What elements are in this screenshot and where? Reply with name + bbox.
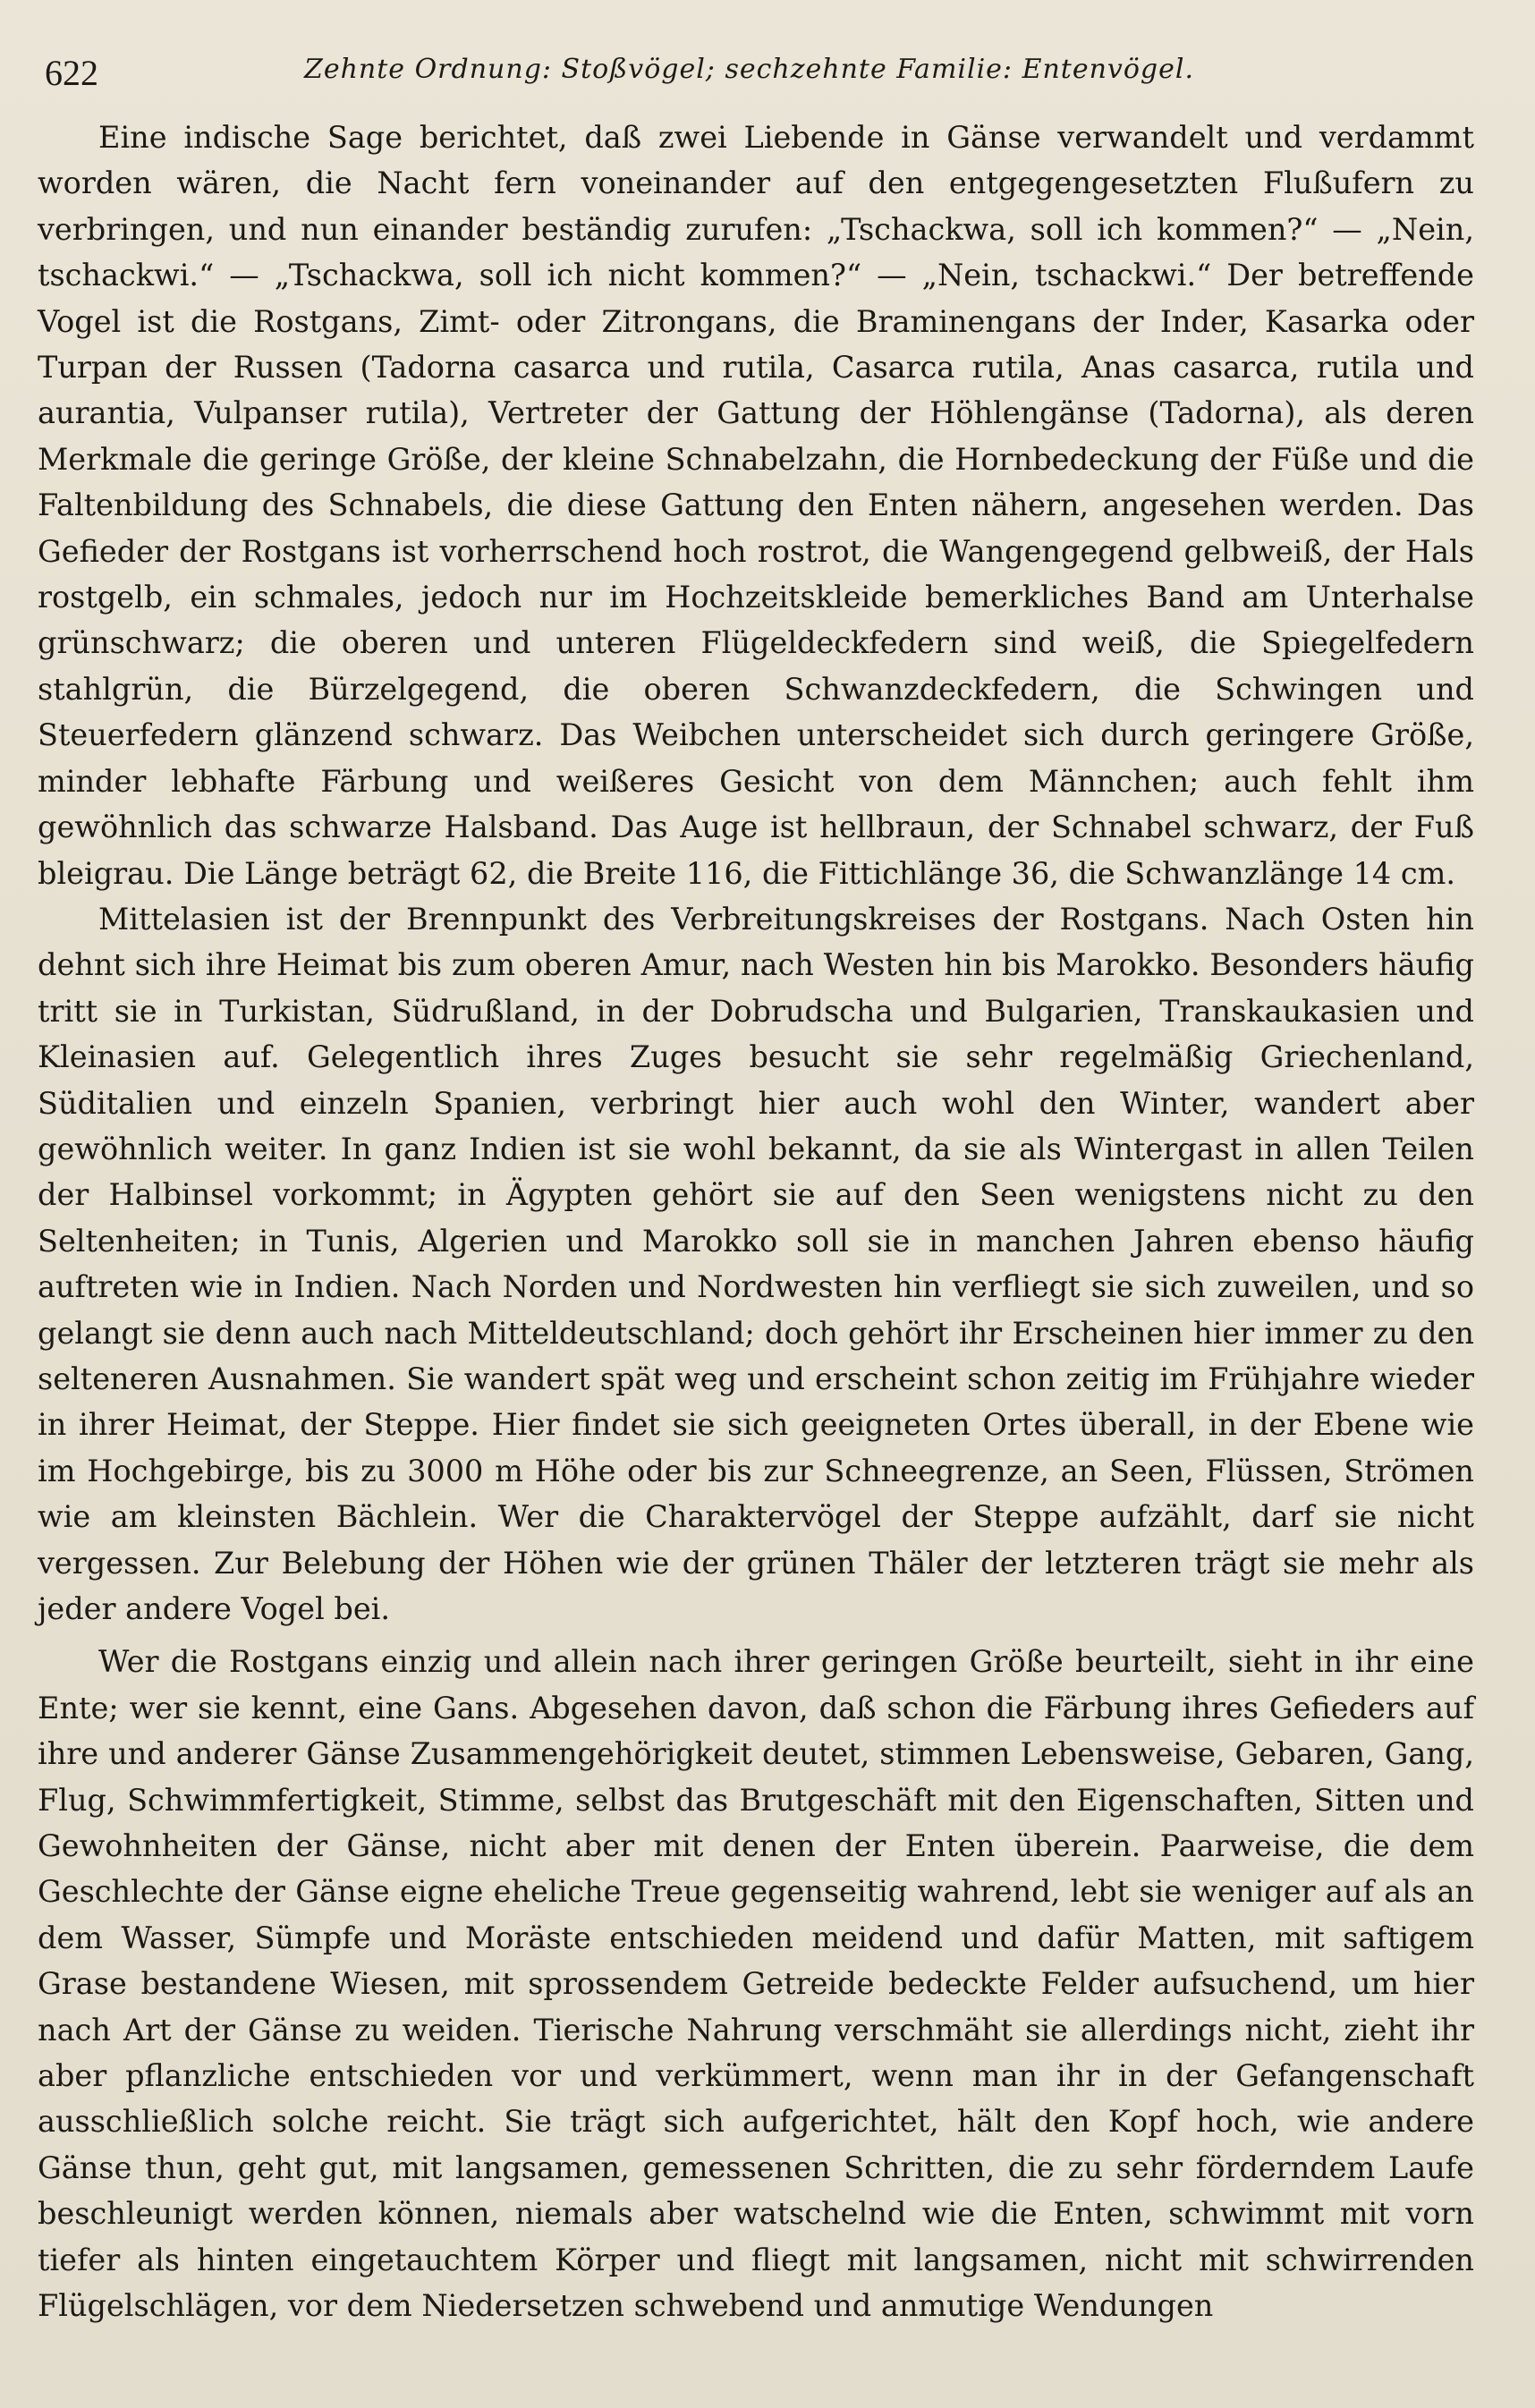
paragraph-2: Mittelasien ist der Brennpunkt des Verbreitungskreises der Rostgans. Nach Osten hin dehnt sich ihre Heimat bis zum oberen Amur, nach Westen hin bis Marokko. Besonders häufig tritt sie in Turkistan, Südrußland, in der Dobrudscha und Bulgarien, Transkaukasien und Kleinasien auf. Gelegentlich ihres Zuges besucht sie sehr regelmäßig Griechenland, Süditalien und einzeln Spanien, verbringt hier auch wohl den Winter, wandert aber gewöhnlich weiter. In ganz Indien ist sie wohl bekannt, da sie als Wintergast in allen Teilen der Halbinsel vorkommt; in Ägypten gehört sie auf den Seen wenigstens nicht zu den Seltenheiten; in Tunis, Algerien und Marokko soll sie in manchen Jahren ebenso häufig auftreten wie in Indien. Nach Norden und Nordwesten hin verfliegt sie sich zuweilen, und so gelangt sie denn auch nach Mitteldeutschland; doch gehört ihr Erscheinen hier immer zu den selteneren Ausnahmen. Sie wandert spät weg und erscheint schon zeitig im Frühjahre wieder in ihrer Heimat, der Steppe. Hier findet sie sich geeigneten Ortes überall, in der Ebene wie im Hochgebirge, bis zu 3000 m Höhe oder bis zur Schneegrenze, an Seen, Flüssen, Strömen wie am kleinsten Bächlein. Wer die Charaktervögel der Steppe aufzählt, darf sie nicht vergessen. Zur Belebung der Höhen wie der grünen Thäler der letzteren trägt sie mehr als jeder andere Vogel bei. [38, 901, 1474, 1626]
running-head: Zehnte Ordnung: Stoßvögel; sechzehnte Familie: Entenvögel. [304, 54, 1195, 85]
body-text [38, 114, 1474, 2329]
paragraph-1: Eine indische Sage berichtet, daß zwei Liebende in Gänse verwandelt und verdammt worden wären, die Nacht fern voneinander auf den entgegengesetzten Flußufern zu verbringen, und nun einander beständig zurufen: „Tschackwa, soll ich kommen?“ — „Nein, tschackwi.“ — „Tschackwa, soll ich nicht kommen?“ — „Nein, tschackwi.“ Der betreffende Vogel ist die Rostgans, Zimt- oder Zitrongans, die Braminengans der Inder, Kasarka oder Turpan der Russen (Tadorna casarca und rutila, Casarca rutila, Anas casarca, rutila und aurantia, Vulpanser rutila), Vertreter der Gattung der Höhlengänse (Tadorna), als deren Merkmale die geringe Größe, der kleine Schnabelzahn, die Hornbedeckung der Füße und die Faltenbildung des Schnabels, die diese Gattung den Enten nähern, angesehen werden. Das Gefieder der Rostgans ist vorherrschend hoch rostrot, die Wangengegend gelbweiß, der Hals rostgelb, ein schmales, jedoch nur im Hochzeitskleide bemerkliches Band am Unterhalse grünschwarz; die oberen und unteren Flügeldeckfedern sind weiß, die Spiegelfedern stahlgrün, die Bürzelgegend, die oberen Schwanzdeckfedern, die Schwingen und Steuerfedern glänzend schwarz. Das Weibchen unterscheidet sich durch geringere Größe, minder lebhafte Färbung und weißeres Gesicht von dem Männchen; auch fehlt ihm gewöhnlich das schwarze Halsband. Das Auge ist hellbraun, der Schnabel schwarz, der Fuß bleigrau. Die Länge beträgt 62, die Breite 116, die Fittichlänge 36, die Schwanzlänge 14 cm. [38, 120, 1474, 891]
page-header [45, 47, 1476, 100]
paragraph-3: Wer die Rostgans einzig und allein nach ihrer geringen Größe beurteilt, sieht in ihr eine Ente; wer sie kennt, eine Gans. Abgesehen davon, daß schon die Färbung ihres Gefieders auf ihre und anderer Gänse Zusammengehörigkeit deutet, stimmen Lebensweise, Gebaren, Gang, Flug, Schwimmfertigkeit, Stimme, selbst das Brutgeschäft mit den Eigenschaften, Sitten und Gewohnheiten der Gänse, nicht aber mit denen der Enten überein. Paarweise, die dem Geschlechte der Gänse eigne eheliche Treue gegenseitig wahrend, lebt sie weniger auf als an dem Wasser, Sümpfe und Moräste entschieden meidend und dafür Matten, mit saftigem Grase bestandene Wiesen, mit sprossendem Getreide bedeckte Felder aufsuchend, um hier nach Art der Gänse zu weiden. Tierische Nahrung verschmäht sie allerdings nicht, zieht ihr aber pflanzliche entschieden vor und verkümmert, wenn man ihr in der Gefangenschaft ausschließlich solche reicht. Sie trägt sich aufgerichtet, hält den Kopf hoch, wie andere Gänse thun, geht gut, mit langsamen, gemessenen Schritten, die zu sehr förderndem Laufe beschleunigt werden können, niemals aber watschelnd wie die Enten, schwimmt mit vorn tiefer als hinten eingetauchtem Körper und fliegt mit langsamen, nicht mit schwirrenden Flügelschlägen, vor dem Niedersetzen schwebend und anmutige Wendungen [38, 1644, 1474, 2324]
page-number: 622 [45, 53, 98, 93]
